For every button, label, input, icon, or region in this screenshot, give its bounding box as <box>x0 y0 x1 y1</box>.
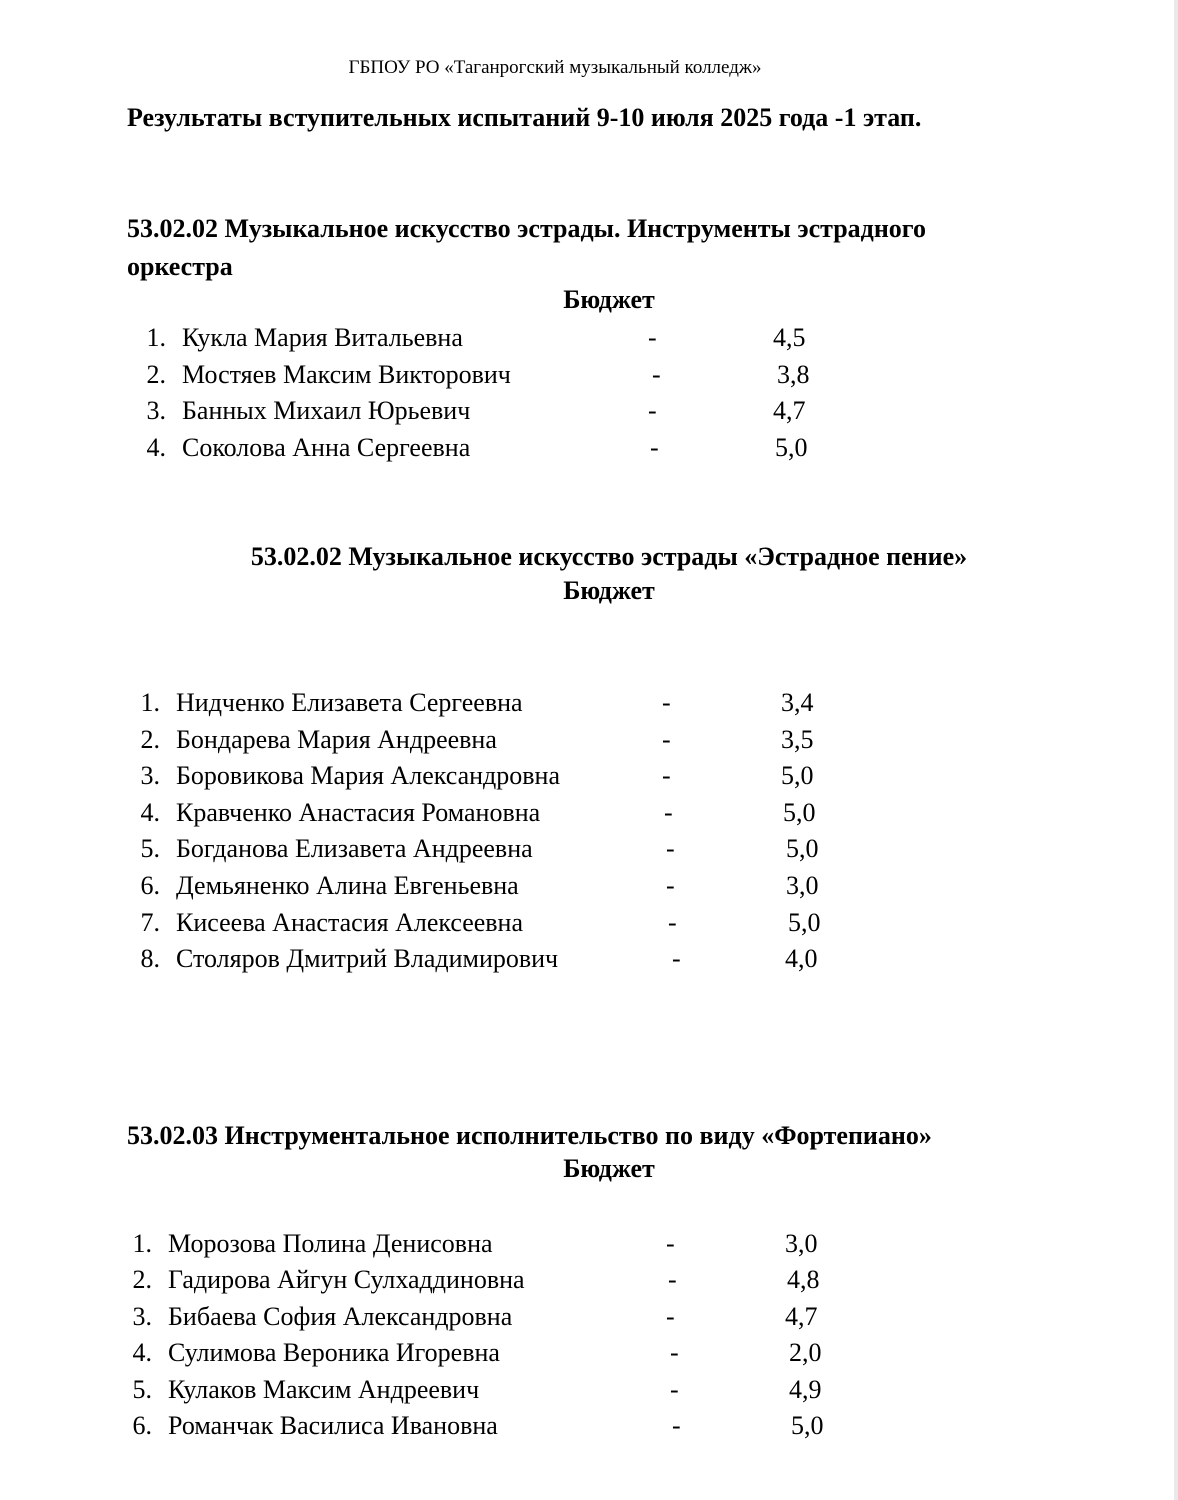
score-value: 4,8 <box>787 1265 820 1295</box>
separator-dash: - <box>668 1265 677 1295</box>
score-value: 4,7 <box>785 1301 818 1331</box>
section-2-title: 53.02.02 Музыкальное искусство эстрады «Эстрадное пение» <box>250 542 968 571</box>
item-number: 2. <box>140 724 160 754</box>
score-value: 3,0 <box>785 1229 818 1258</box>
list-item <box>0 868 1178 904</box>
applicant-name: Кравченко Анастасия Романовна <box>176 797 541 827</box>
applicant-name: Морозова Полина Денисовна <box>168 1229 493 1258</box>
list-item <box>0 357 1178 393</box>
item-number: 3. <box>132 1301 152 1331</box>
score-value: 3,8 <box>777 359 810 389</box>
list-item <box>0 393 1178 429</box>
score-value: 5,0 <box>775 432 808 462</box>
score-value: 4,5 <box>773 323 806 352</box>
item-number: 5. <box>140 834 160 864</box>
college-header: ГБПОУ РО «Таганрогский музыкальный колледж» <box>348 57 762 78</box>
separator-dash: - <box>666 1229 675 1258</box>
item-number: 8. <box>140 944 160 974</box>
separator-dash: - <box>664 797 673 827</box>
score-value: 4,0 <box>785 944 818 974</box>
applicant-name: Кукла Мария Витальевна <box>182 323 463 352</box>
section-1-budget-label: Бюджет <box>563 285 655 314</box>
separator-dash: - <box>666 834 675 864</box>
item-number: 2. <box>146 359 166 389</box>
item-number: 5. <box>132 1374 152 1404</box>
item-number: 2. <box>132 1265 152 1295</box>
separator-dash: - <box>648 323 657 352</box>
separator-dash: - <box>648 396 657 425</box>
item-number: 6. <box>132 1411 152 1440</box>
separator-dash: - <box>670 1374 679 1404</box>
applicant-name: Банных Михаил Юрьевич <box>182 396 471 425</box>
applicant-name: Бондарева Мария Андреевна <box>176 724 497 754</box>
item-number: 4. <box>146 432 166 462</box>
applicant-name: Сулимова Вероника Игоревна <box>168 1338 500 1368</box>
separator-dash: - <box>662 761 671 791</box>
section-1-title: 53.02.02 Музыкальное искусство эстрады. Инструменты эстрадного оркестра <box>127 214 926 281</box>
applicant-name: Романчак Василиса Ивановна <box>168 1411 498 1440</box>
applicant-name: Соколова Анна Сергеевна <box>182 432 471 462</box>
separator-dash: - <box>666 1301 675 1331</box>
list-item <box>0 758 1178 794</box>
item-number: 6. <box>140 871 160 900</box>
list-item <box>0 1408 1178 1444</box>
applicant-name: Столяров Дмитрий Владимирович <box>176 944 559 974</box>
score-value: 5,0 <box>786 834 819 864</box>
list-item <box>0 831 1178 867</box>
section-3-budget-label: Бюджет <box>563 1154 655 1183</box>
list-item <box>0 1299 1178 1335</box>
score-value: 2,0 <box>789 1338 822 1368</box>
list-item <box>0 1226 1178 1262</box>
applicant-name: Боровикова Мария Александровна <box>176 761 560 791</box>
list-item <box>0 722 1178 758</box>
applicant-name: Бибаева София Александровна <box>168 1301 513 1331</box>
list-item <box>0 430 1178 466</box>
applicant-name: Мостяев Максим Викторович <box>182 359 511 389</box>
separator-dash: - <box>662 688 671 717</box>
applicant-name: Кулаков Максим Андреевич <box>168 1374 480 1404</box>
separator-dash: - <box>670 1338 679 1368</box>
separator-dash: - <box>650 432 659 462</box>
document-title: Результаты вступительных испытаний 9-10 июля 2025 года -1 этап. <box>127 103 922 132</box>
item-number: 3. <box>140 761 160 791</box>
item-number: 4. <box>132 1338 152 1368</box>
score-value: 3,4 <box>781 688 814 717</box>
list-item <box>0 320 1178 356</box>
list-item <box>0 1335 1178 1371</box>
item-number: 7. <box>140 907 160 937</box>
applicant-name: Кисеева Анастасия Алексеевна <box>176 907 524 937</box>
separator-dash: - <box>652 359 661 389</box>
section-2-budget-label: Бюджет <box>563 576 655 605</box>
item-number: 1. <box>140 688 160 717</box>
separator-dash: - <box>668 907 677 937</box>
item-number: 3. <box>146 396 166 425</box>
score-value: 4,9 <box>789 1374 822 1404</box>
applicant-name: Богданова Елизавета Андреевна <box>176 834 533 864</box>
separator-dash: - <box>662 724 671 754</box>
list-item <box>0 941 1178 977</box>
list-item <box>0 1372 1178 1408</box>
separator-dash: - <box>672 1411 681 1440</box>
score-value: 3,5 <box>781 724 814 754</box>
item-number: 4. <box>140 797 160 827</box>
list-item <box>0 685 1178 721</box>
score-value: 5,0 <box>791 1411 824 1440</box>
score-value: 5,0 <box>781 761 814 791</box>
score-value: 5,0 <box>783 797 816 827</box>
score-value: 5,0 <box>788 907 821 937</box>
score-value: 3,0 <box>786 871 819 900</box>
list-item <box>0 1262 1178 1298</box>
applicant-name: Гадирова Айгун Сулхаддиновна <box>168 1265 525 1295</box>
list-item <box>0 905 1178 941</box>
list-item <box>0 795 1178 831</box>
item-number: 1. <box>132 1229 152 1258</box>
separator-dash: - <box>672 944 681 974</box>
score-value: 4,7 <box>773 396 806 425</box>
separator-dash: - <box>666 871 675 900</box>
item-number: 1. <box>146 323 166 352</box>
section-3-title: 53.02.03 Инструментальное исполнительство по виду «Фортепиано» <box>127 1121 932 1150</box>
applicant-name: Нидченко Елизавета Сергеевна <box>176 688 523 717</box>
applicant-name: Демьяненко Алина Евгеньевна <box>176 871 519 900</box>
